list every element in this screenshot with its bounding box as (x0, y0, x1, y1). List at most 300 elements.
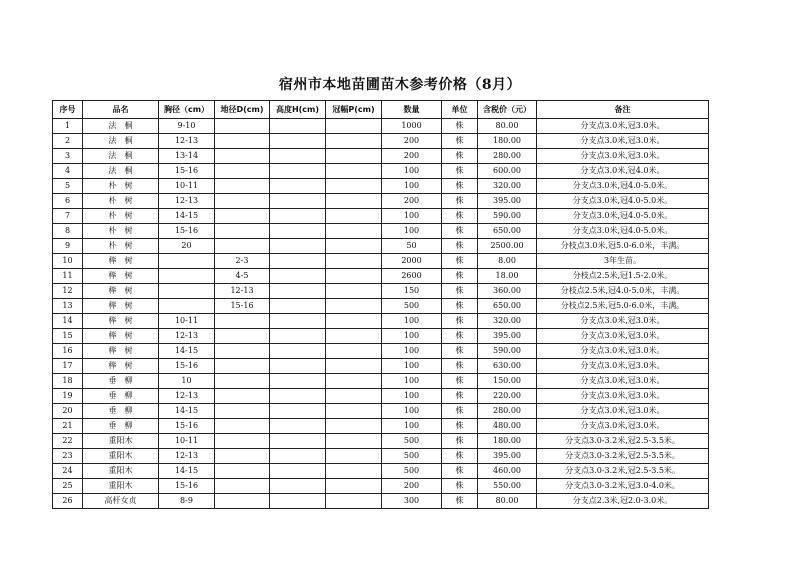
cell-quantity: 500 (382, 464, 442, 479)
cell-height (270, 494, 326, 509)
cell-no: 17 (53, 359, 83, 374)
cell-height (270, 119, 326, 134)
col-header-note: 备注 (537, 101, 709, 119)
cell-quantity: 500 (382, 299, 442, 314)
cell-dbh: 10-11 (159, 314, 215, 329)
cell-unit: 株 (442, 344, 478, 359)
cell-no: 16 (53, 344, 83, 359)
cell-price: 360.00 (478, 284, 537, 299)
cell-crown (326, 449, 382, 464)
table-row (53, 434, 709, 449)
cell-unit: 株 (442, 389, 478, 404)
table-row (53, 299, 709, 314)
cell-height (270, 224, 326, 239)
cell-note: 分支点3.0米,冠4.0-5.0米。 (537, 209, 709, 224)
cell-ground-diameter (215, 314, 270, 329)
cell-no: 25 (53, 479, 83, 494)
cell-ground-diameter (215, 494, 270, 509)
table-row (53, 179, 709, 194)
cell-unit: 株 (442, 329, 478, 344)
cell-name: 榉 树 (83, 344, 159, 359)
cell-ground-diameter (215, 179, 270, 194)
price-table (52, 100, 709, 509)
cell-dbh (159, 254, 215, 269)
cell-note: 分枝点3.0米,冠5.0-6.0米，丰满。 (537, 239, 709, 254)
cell-ground-diameter: 2-3 (215, 254, 270, 269)
cell-note: 分支点3.0米,冠3.0米。 (537, 344, 709, 359)
cell-price: 600.00 (478, 164, 537, 179)
cell-note: 分支点2.3米,冠2.0-3.0米。 (537, 494, 709, 509)
cell-no: 18 (53, 374, 83, 389)
cell-price: 8.00 (478, 254, 537, 269)
cell-name: 垂 柳 (83, 404, 159, 419)
cell-quantity: 100 (382, 329, 442, 344)
table-body (53, 119, 709, 509)
cell-no: 11 (53, 269, 83, 284)
table-row (53, 194, 709, 209)
cell-ground-diameter: 4-5 (215, 269, 270, 284)
cell-price: 18.00 (478, 269, 537, 284)
cell-height (270, 464, 326, 479)
cell-quantity: 100 (382, 344, 442, 359)
cell-crown (326, 254, 382, 269)
table-row (53, 164, 709, 179)
cell-dbh (159, 284, 215, 299)
cell-ground-diameter (215, 119, 270, 134)
cell-crown (326, 374, 382, 389)
cell-name: 重阳木 (83, 464, 159, 479)
cell-quantity: 100 (382, 179, 442, 194)
cell-quantity: 150 (382, 284, 442, 299)
cell-height (270, 299, 326, 314)
table-row (53, 464, 709, 479)
cell-unit: 株 (442, 404, 478, 419)
cell-price: 80.00 (478, 119, 537, 134)
cell-ground-diameter (215, 374, 270, 389)
cell-name: 高杆女贞 (83, 494, 159, 509)
cell-note: 分枝点2.5米,冠5.0-6.0米，丰满。 (537, 299, 709, 314)
cell-no: 20 (53, 404, 83, 419)
cell-unit: 株 (442, 149, 478, 164)
cell-name: 垂 柳 (83, 419, 159, 434)
cell-note: 分支点3.0米,冠3.0米。 (537, 329, 709, 344)
cell-price: 480.00 (478, 419, 537, 434)
cell-crown (326, 179, 382, 194)
table-row (53, 209, 709, 224)
cell-quantity: 100 (382, 374, 442, 389)
table-row (53, 449, 709, 464)
cell-ground-diameter (215, 134, 270, 149)
cell-crown (326, 299, 382, 314)
col-header-ground-diameter: 地径D(cm) (215, 101, 270, 119)
cell-quantity: 300 (382, 494, 442, 509)
col-header-dbh: 胸径（cm） (159, 101, 215, 119)
cell-dbh: 20 (159, 239, 215, 254)
cell-no: 14 (53, 314, 83, 329)
cell-crown (326, 239, 382, 254)
table-row (53, 329, 709, 344)
cell-quantity: 100 (382, 224, 442, 239)
cell-note: 分枝点2.5米,冠4.0-5.0米，丰满。 (537, 284, 709, 299)
cell-price: 320.00 (478, 314, 537, 329)
header-row (53, 101, 709, 119)
cell-height (270, 329, 326, 344)
cell-no: 10 (53, 254, 83, 269)
cell-dbh: 13-14 (159, 149, 215, 164)
cell-unit: 株 (442, 359, 478, 374)
cell-height (270, 389, 326, 404)
cell-crown (326, 344, 382, 359)
cell-crown (326, 224, 382, 239)
cell-no: 24 (53, 464, 83, 479)
cell-crown (326, 434, 382, 449)
cell-quantity: 500 (382, 449, 442, 464)
cell-crown (326, 209, 382, 224)
cell-price: 280.00 (478, 149, 537, 164)
cell-no: 6 (53, 194, 83, 209)
cell-name: 垂 柳 (83, 389, 159, 404)
cell-unit: 株 (442, 449, 478, 464)
cell-ground-diameter: 12-13 (215, 284, 270, 299)
cell-price: 590.00 (478, 209, 537, 224)
page-title: 宿州市本地苗圃苗木参考价格（8月） (278, 77, 522, 93)
cell-ground-diameter (215, 209, 270, 224)
cell-note: 分支点3.0米,冠4.0-5.0米。 (537, 224, 709, 239)
cell-quantity: 100 (382, 209, 442, 224)
col-header-height: 高度H(cm) (270, 101, 326, 119)
cell-note: 分支点3.0-3.2米,冠2.5-3.5米。 (537, 464, 709, 479)
table-row (53, 344, 709, 359)
table-row (53, 404, 709, 419)
cell-crown (326, 149, 382, 164)
cell-name: 朴 树 (83, 194, 159, 209)
cell-dbh: 15-16 (159, 419, 215, 434)
cell-no: 5 (53, 179, 83, 194)
cell-dbh: 9-10 (159, 119, 215, 134)
cell-height (270, 134, 326, 149)
cell-name: 垂 柳 (83, 374, 159, 389)
cell-ground-diameter (215, 434, 270, 449)
cell-unit: 株 (442, 299, 478, 314)
cell-ground-diameter: 15-16 (215, 299, 270, 314)
cell-no: 3 (53, 149, 83, 164)
cell-dbh (159, 269, 215, 284)
cell-unit: 株 (442, 119, 478, 134)
table-row (53, 224, 709, 239)
cell-dbh: 10-11 (159, 434, 215, 449)
cell-name: 朴 树 (83, 209, 159, 224)
cell-note: 分支点3.0米,冠3.0米。 (537, 314, 709, 329)
cell-ground-diameter (215, 464, 270, 479)
cell-no: 15 (53, 329, 83, 344)
cell-crown (326, 479, 382, 494)
cell-price: 650.00 (478, 224, 537, 239)
cell-price: 180.00 (478, 134, 537, 149)
cell-ground-diameter (215, 194, 270, 209)
cell-no: 22 (53, 434, 83, 449)
cell-no: 7 (53, 209, 83, 224)
cell-crown (326, 194, 382, 209)
cell-unit: 株 (442, 374, 478, 389)
cell-height (270, 164, 326, 179)
cell-height (270, 419, 326, 434)
table-row (53, 119, 709, 134)
cell-height (270, 179, 326, 194)
cell-crown (326, 134, 382, 149)
cell-height (270, 209, 326, 224)
cell-dbh: 14-15 (159, 344, 215, 359)
cell-quantity: 1000 (382, 119, 442, 134)
cell-quantity: 200 (382, 194, 442, 209)
cell-unit: 株 (442, 179, 478, 194)
cell-dbh: 12-13 (159, 449, 215, 464)
cell-ground-diameter (215, 149, 270, 164)
cell-unit: 株 (442, 134, 478, 149)
cell-height (270, 194, 326, 209)
cell-dbh: 12-13 (159, 134, 215, 149)
table-row (53, 149, 709, 164)
cell-note: 分枝点2.5米,冠1.5-2.0米。 (537, 269, 709, 284)
cell-quantity: 100 (382, 359, 442, 374)
table-row (53, 254, 709, 269)
table-row (53, 269, 709, 284)
col-header-price: 含税价（元） (478, 101, 537, 119)
cell-name: 法 桐 (83, 164, 159, 179)
cell-dbh: 14-15 (159, 209, 215, 224)
table-row (53, 239, 709, 254)
cell-price: 590.00 (478, 344, 537, 359)
cell-no: 12 (53, 284, 83, 299)
cell-dbh: 15-16 (159, 479, 215, 494)
table-row (53, 134, 709, 149)
cell-note: 分支点3.0米,冠3.0米。 (537, 149, 709, 164)
cell-name: 榉 树 (83, 284, 159, 299)
cell-no: 9 (53, 239, 83, 254)
cell-unit: 株 (442, 464, 478, 479)
cell-crown (326, 494, 382, 509)
cell-height (270, 434, 326, 449)
cell-height (270, 344, 326, 359)
cell-height (270, 284, 326, 299)
cell-quantity: 2600 (382, 269, 442, 284)
table-row (53, 479, 709, 494)
cell-note: 3年生苗。 (537, 254, 709, 269)
cell-height (270, 359, 326, 374)
cell-note: 分支点3.0米,冠3.0米。 (537, 374, 709, 389)
cell-note: 分支点3.0-3.2米,冠3.0-4.0米。 (537, 479, 709, 494)
cell-unit: 株 (442, 434, 478, 449)
cell-height (270, 254, 326, 269)
cell-no: 13 (53, 299, 83, 314)
cell-crown (326, 284, 382, 299)
cell-dbh: 12-13 (159, 329, 215, 344)
cell-crown (326, 269, 382, 284)
cell-name: 法 桐 (83, 134, 159, 149)
cell-name: 榉 树 (83, 269, 159, 284)
cell-name: 榉 树 (83, 329, 159, 344)
cell-height (270, 404, 326, 419)
cell-dbh: 15-16 (159, 224, 215, 239)
col-header-name: 品名 (83, 101, 159, 119)
cell-crown (326, 359, 382, 374)
cell-name: 榉 树 (83, 314, 159, 329)
cell-quantity: 100 (382, 164, 442, 179)
cell-price: 395.00 (478, 329, 537, 344)
col-header-crown: 冠幅P(cm) (326, 101, 382, 119)
cell-note: 分支点3.0米,冠3.0米。 (537, 419, 709, 434)
cell-price: 550.00 (478, 479, 537, 494)
cell-unit: 株 (442, 269, 478, 284)
cell-note: 分支点3.0米,冠4.0-5.0米。 (537, 179, 709, 194)
cell-ground-diameter (215, 344, 270, 359)
cell-name: 榉 树 (83, 254, 159, 269)
cell-price: 80.00 (478, 494, 537, 509)
cell-price: 395.00 (478, 194, 537, 209)
cell-quantity: 100 (382, 389, 442, 404)
cell-height (270, 374, 326, 389)
cell-no: 23 (53, 449, 83, 464)
cell-name: 法 桐 (83, 149, 159, 164)
cell-no: 19 (53, 389, 83, 404)
cell-note: 分支点3.0米,冠3.0米。 (537, 389, 709, 404)
cell-price: 395.00 (478, 449, 537, 464)
cell-price: 280.00 (478, 404, 537, 419)
cell-height (270, 314, 326, 329)
cell-quantity: 200 (382, 149, 442, 164)
cell-ground-diameter (215, 389, 270, 404)
cell-unit: 株 (442, 239, 478, 254)
table-row (53, 359, 709, 374)
cell-price: 460.00 (478, 464, 537, 479)
col-header-quantity: 数量 (382, 101, 442, 119)
col-header-no: 序号 (53, 101, 83, 119)
cell-dbh: 15-16 (159, 359, 215, 374)
cell-unit: 株 (442, 254, 478, 269)
cell-crown (326, 329, 382, 344)
cell-note: 分支点3.0米,冠3.0米。 (537, 404, 709, 419)
cell-note: 分支点3.0米,冠3.0米。 (537, 119, 709, 134)
cell-name: 朴 树 (83, 179, 159, 194)
cell-price: 650.00 (478, 299, 537, 314)
cell-quantity: 100 (382, 419, 442, 434)
cell-note: 分支点3.0-3.2米,冠2.5-3.5米。 (537, 449, 709, 464)
cell-quantity: 2000 (382, 254, 442, 269)
cell-note: 分支点3.0米,冠3.0米。 (537, 359, 709, 374)
cell-height (270, 269, 326, 284)
cell-no: 8 (53, 224, 83, 239)
cell-ground-diameter (215, 224, 270, 239)
cell-height (270, 239, 326, 254)
cell-price: 220.00 (478, 389, 537, 404)
cell-unit: 株 (442, 494, 478, 509)
cell-dbh: 8-9 (159, 494, 215, 509)
cell-ground-diameter (215, 239, 270, 254)
cell-price: 630.00 (478, 359, 537, 374)
cell-no: 4 (53, 164, 83, 179)
cell-price: 180.00 (478, 434, 537, 449)
cell-dbh: 15-16 (159, 164, 215, 179)
cell-quantity: 200 (382, 134, 442, 149)
table-row (53, 494, 709, 509)
cell-price: 2500.00 (478, 239, 537, 254)
cell-quantity: 200 (382, 479, 442, 494)
cell-dbh: 12-13 (159, 389, 215, 404)
table-row (53, 419, 709, 434)
cell-dbh: 12-13 (159, 194, 215, 209)
cell-quantity: 500 (382, 434, 442, 449)
cell-dbh: 10 (159, 374, 215, 389)
cell-name: 朴 树 (83, 239, 159, 254)
cell-no: 26 (53, 494, 83, 509)
cell-quantity: 50 (382, 239, 442, 254)
cell-price: 320.00 (478, 179, 537, 194)
cell-name: 重阳木 (83, 434, 159, 449)
cell-dbh: 14-15 (159, 404, 215, 419)
cell-dbh: 10-11 (159, 179, 215, 194)
cell-dbh: 14-15 (159, 464, 215, 479)
cell-note: 分支点3.0米,冠3.0米。 (537, 134, 709, 149)
table-row (53, 284, 709, 299)
cell-crown (326, 389, 382, 404)
cell-price: 150.00 (478, 374, 537, 389)
cell-height (270, 479, 326, 494)
cell-no: 2 (53, 134, 83, 149)
cell-name: 榉 树 (83, 299, 159, 314)
cell-note: 分支点3.0-3.2米,冠2.5-3.5米。 (537, 434, 709, 449)
cell-ground-diameter (215, 419, 270, 434)
cell-crown (326, 164, 382, 179)
cell-unit: 株 (442, 419, 478, 434)
cell-name: 朴 树 (83, 224, 159, 239)
cell-crown (326, 314, 382, 329)
cell-unit: 株 (442, 479, 478, 494)
cell-name: 榉 树 (83, 359, 159, 374)
cell-crown (326, 119, 382, 134)
cell-quantity: 100 (382, 314, 442, 329)
cell-unit: 株 (442, 194, 478, 209)
cell-unit: 株 (442, 314, 478, 329)
cell-ground-diameter (215, 449, 270, 464)
cell-ground-diameter (215, 164, 270, 179)
cell-crown (326, 404, 382, 419)
table-row (53, 374, 709, 389)
cell-name: 重阳木 (83, 449, 159, 464)
cell-quantity: 100 (382, 404, 442, 419)
cell-note: 分支点3.0米,冠4.0米。 (537, 164, 709, 179)
cell-dbh (159, 299, 215, 314)
cell-ground-diameter (215, 359, 270, 374)
cell-name: 法 桐 (83, 119, 159, 134)
cell-ground-diameter (215, 329, 270, 344)
table-row (53, 314, 709, 329)
cell-unit: 株 (442, 284, 478, 299)
cell-height (270, 149, 326, 164)
cell-no: 1 (53, 119, 83, 134)
cell-no: 21 (53, 419, 83, 434)
cell-crown (326, 464, 382, 479)
cell-note: 分支点3.0米,冠4.0-5.0米。 (537, 194, 709, 209)
cell-name: 重阳木 (83, 479, 159, 494)
cell-unit: 株 (442, 164, 478, 179)
cell-crown (326, 419, 382, 434)
cell-ground-diameter (215, 479, 270, 494)
cell-ground-diameter (215, 404, 270, 419)
cell-height (270, 449, 326, 464)
table-row (53, 389, 709, 404)
cell-unit: 株 (442, 224, 478, 239)
col-header-unit: 单位 (442, 101, 478, 119)
cell-unit: 株 (442, 209, 478, 224)
